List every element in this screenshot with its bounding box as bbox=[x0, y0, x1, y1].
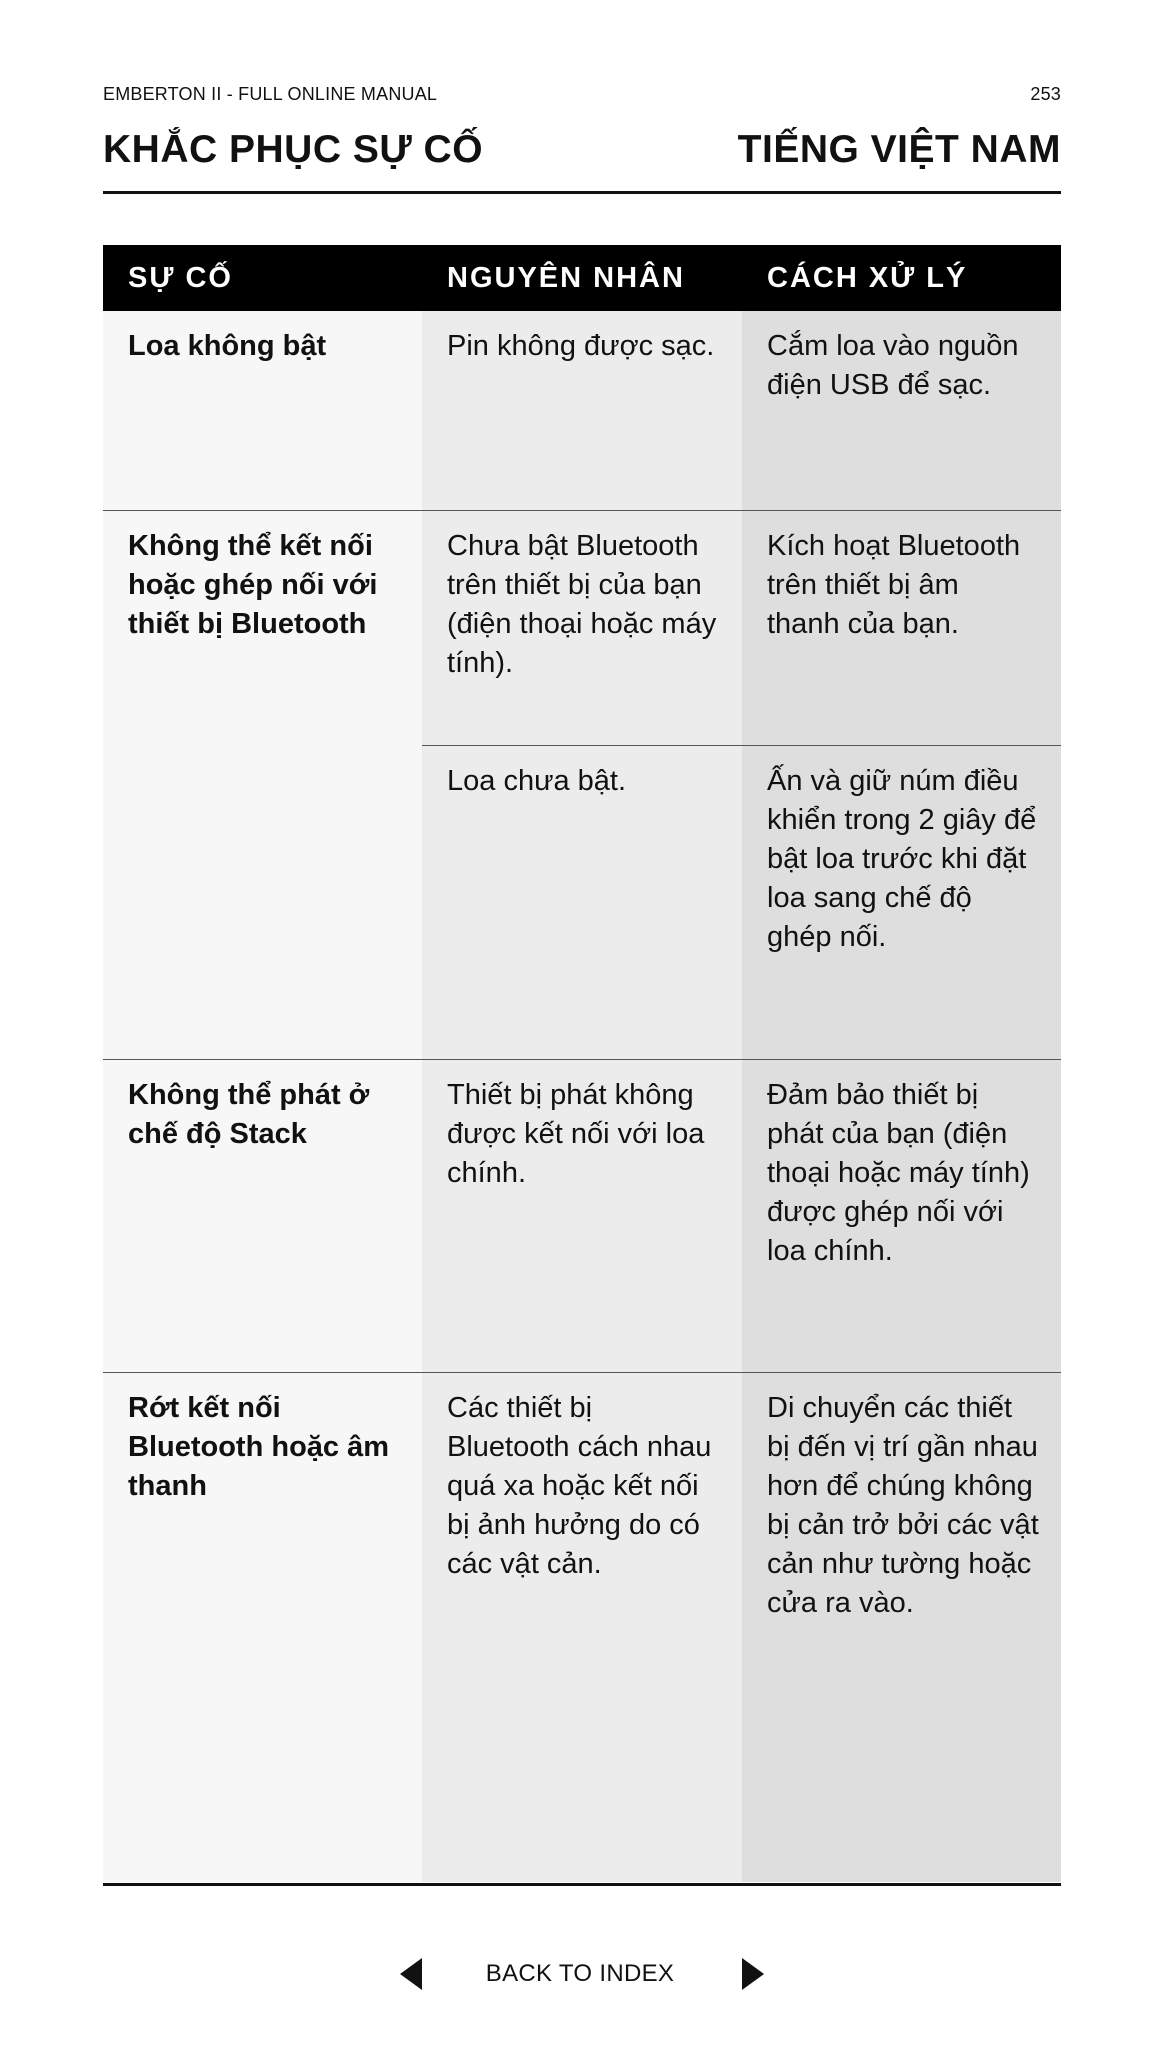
column-header-cause: NGUYÊN NHÂN bbox=[422, 245, 742, 311]
issue-cell: Rớt kết nối Bluetooth hoặc âm thanh bbox=[103, 1372, 422, 1882]
title-divider bbox=[103, 191, 1061, 194]
manual-title: EMBERTON II - FULL ONLINE MANUAL bbox=[103, 84, 438, 104]
title-row bbox=[103, 128, 1061, 180]
triangle-left-icon[interactable] bbox=[400, 1958, 422, 1990]
back-to-index-link[interactable]: BACK TO INDEX bbox=[485, 1960, 675, 1987]
fix-cell: Ấn và giữ núm điều khiển trong 2 giây để bật loa trước khi đặt loa sang chế độ ghép nối. bbox=[742, 745, 1061, 1059]
issue-cell: Không thể phát ở chế độ Stack bbox=[103, 1059, 422, 1372]
section-title: KHẮC PHỤC SỰ CỐ bbox=[103, 128, 484, 171]
table-row bbox=[103, 1059, 1061, 1372]
fix-cell: Cắm loa vào nguồn điện USB để sạc. bbox=[742, 311, 1061, 510]
fix-cell: Đảm bảo thiết bị phát của bạn (điện thoại hoặc máy tính) được ghép nối với loa chính. bbox=[742, 1059, 1061, 1372]
fix-cell: Kích hoạt Bluetooth trên thiết bị âm thanh của bạn. bbox=[742, 510, 1061, 745]
triangle-right-icon[interactable] bbox=[742, 1958, 764, 1990]
page-navigation bbox=[0, 1954, 1158, 1994]
cause-cell: Chưa bật Bluetooth trên thiết bị của bạn (điện thoại hoặc máy tính). bbox=[422, 510, 742, 745]
cause-cell: Thiết bị phát không được kết nối với loa chính. bbox=[422, 1059, 742, 1372]
language-title: TIẾNG VIỆT NAM bbox=[737, 128, 1061, 171]
column-header-issue: SỰ CỐ bbox=[103, 245, 422, 311]
table-bottom-divider bbox=[103, 1883, 1061, 1886]
cause-cell: Pin không được sạc. bbox=[422, 311, 742, 510]
table-row bbox=[103, 311, 1061, 510]
page-number: 253 bbox=[1030, 84, 1061, 104]
issue-cell: Không thể kết nối hoặc ghép nối với thiết bị Bluetooth bbox=[103, 510, 422, 1059]
cause-cell: Các thiết bị Bluetooth cách nhau quá xa hoặc kết nối bị ảnh hưởng do có các vật cản. bbox=[422, 1372, 742, 1882]
table-row bbox=[103, 510, 1061, 745]
cause-cell: Loa chưa bật. bbox=[422, 745, 742, 1059]
fix-cell: Di chuyển các thiết bị đến vị trí gần nhau hơn để chúng không bị cản trở bởi các vật cản như tường hoặc cửa ra vào. bbox=[742, 1372, 1061, 1882]
column-header-fix: CÁCH XỬ LÝ bbox=[742, 245, 1061, 311]
table-header-row bbox=[103, 245, 1061, 311]
troubleshooting-table bbox=[103, 245, 1061, 1882]
page-meta bbox=[103, 84, 1061, 108]
table-row bbox=[103, 1372, 1061, 1882]
issue-cell: Loa không bật bbox=[103, 311, 422, 510]
